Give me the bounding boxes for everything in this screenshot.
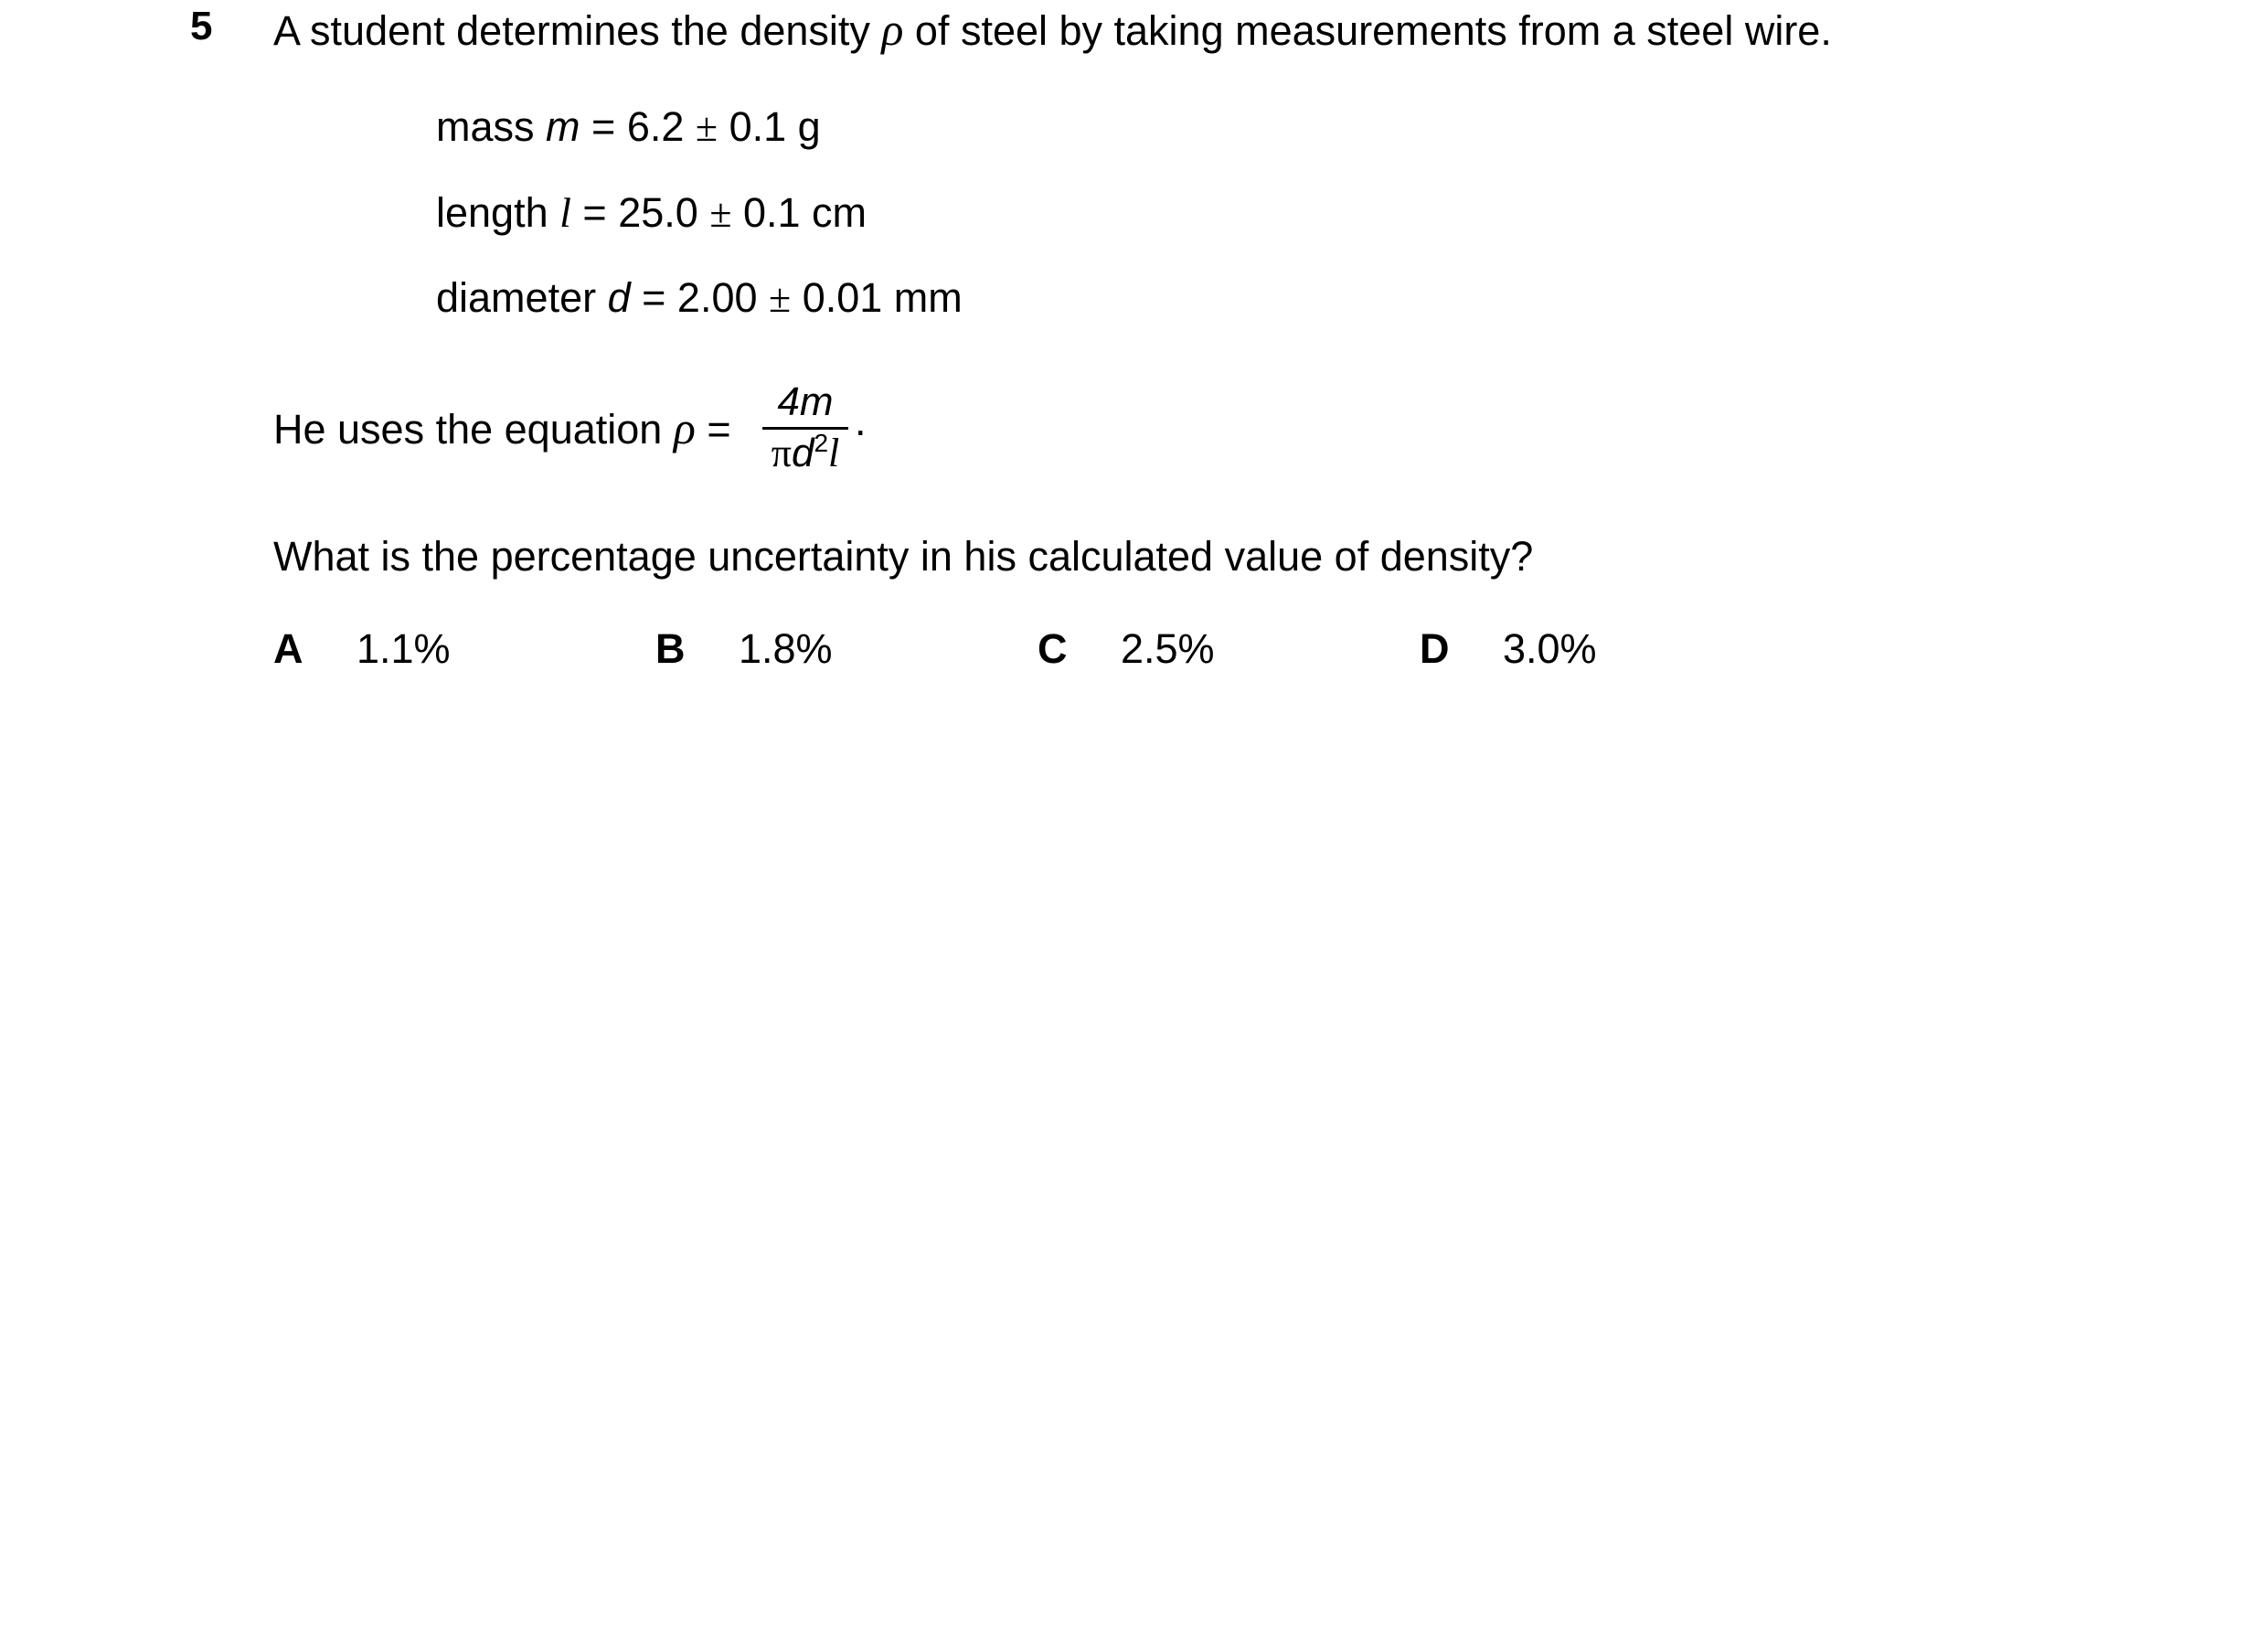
measurement-equals: = 2.00 (642, 274, 758, 321)
equation-equals: = (707, 406, 731, 453)
measurement-symbol: l (559, 189, 571, 236)
option-letter: C (1038, 625, 1068, 672)
question-intro (273, 4, 1832, 55)
density-symbol: ρ (881, 4, 904, 55)
diameter-symbol: d (791, 431, 814, 475)
option-b[interactable] (655, 625, 686, 672)
measurement-symbol: d (607, 274, 631, 321)
measurement-label: mass (436, 103, 535, 150)
density-symbol: ρ (673, 402, 696, 453)
intro-text-before: A student determines the density (273, 7, 882, 54)
plus-minus-sign: ± (769, 276, 792, 321)
measurement-diameter (436, 274, 963, 321)
measurement-mass (436, 103, 821, 150)
intro-text-after: of steel by taking measurements from a steel wire. (903, 7, 1832, 54)
option-d[interactable] (1420, 625, 1450, 672)
option-d-value: 3.0% (1503, 625, 1597, 672)
option-b-value: 1.8% (739, 625, 833, 672)
fraction-numerator (762, 379, 848, 424)
option-a[interactable] (273, 625, 303, 672)
option-letter: D (1420, 625, 1450, 672)
plus-minus-sign: ± (709, 191, 732, 236)
measurement-length (436, 189, 867, 236)
measurement-equals: = 6.2 (591, 103, 685, 150)
equation-trailing-period: . (855, 398, 867, 444)
length-symbol: l (828, 431, 840, 475)
fraction-denominator (762, 429, 848, 475)
option-letter: B (655, 625, 686, 672)
exponent: 2 (814, 429, 829, 457)
numerator-text: 4m (777, 379, 834, 424)
option-c[interactable] (1038, 625, 1068, 672)
equation-lead-text: He uses the equation (273, 406, 663, 453)
question-number: 5 (190, 4, 213, 48)
pi-symbol: π (771, 431, 792, 475)
measurement-value: 0.01 mm (802, 274, 963, 321)
option-a-value: 1.1% (357, 625, 451, 672)
measurement-value: 0.1 cm (742, 189, 867, 236)
fraction-bar (762, 427, 848, 430)
equation-lead (273, 402, 731, 453)
option-c-value: 2.5% (1121, 625, 1215, 672)
measurement-symbol: m (546, 103, 580, 150)
measurement-label: diameter (436, 274, 597, 321)
measurement-equals: = 25.0 (582, 189, 698, 236)
plus-minus-sign: ± (695, 105, 718, 150)
option-letter: A (273, 625, 303, 672)
measurement-value: 0.1 g (729, 103, 821, 150)
question-prompt: What is the percentage uncertainty in his calculated value of density? (273, 533, 1534, 580)
measurement-label: length (436, 189, 548, 236)
